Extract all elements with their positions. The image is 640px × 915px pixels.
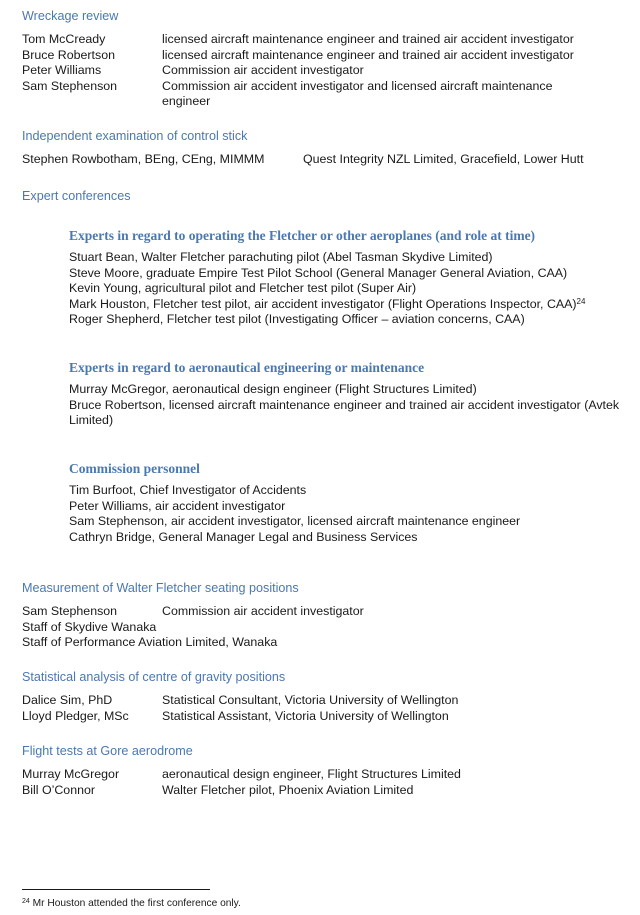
control-stick-heading: Independent examination of control stick xyxy=(22,129,248,143)
person-role: Commission air accident investigator and licensed aircraft maintenance engineer xyxy=(162,78,553,108)
commission-personnel-block xyxy=(69,461,200,477)
control-stick-row xyxy=(22,152,622,168)
wreckage-review-heading: Wreckage review xyxy=(22,9,119,23)
person-role: Commission air accident investigator xyxy=(162,604,364,618)
person-role: Statistical Assistant, Victoria University of Wellington xyxy=(162,708,449,723)
footnote-number: 24 xyxy=(22,898,30,905)
list-item xyxy=(22,63,622,79)
list-item: Peter Williams, air accident investigator xyxy=(69,498,286,513)
seating-list xyxy=(22,604,622,651)
person-name: Bill O’Connor xyxy=(22,782,95,797)
statistical-heading: Statistical analysis of centre of gravity positions xyxy=(22,670,286,684)
person-name: Bruce Robertson xyxy=(22,47,115,62)
operating-experts-heading: Experts in regard to operating the Fletcher or other aeroplanes (and role at time) xyxy=(69,228,536,243)
list-item xyxy=(22,32,622,48)
list-item: Staff of Performance Aviation Limited, Wanaka xyxy=(22,635,278,649)
list-item xyxy=(22,783,622,799)
flight-tests-heading: Flight tests at Gore aerodrome xyxy=(22,744,193,758)
list-item: Stuart Bean, Walter Fletcher parachuting pilot (Abel Tasman Skydive Limited) xyxy=(69,250,493,264)
list-item xyxy=(22,693,622,709)
list-item: Kevin Young, agricultural pilot and Fletcher test pilot (Super Air) xyxy=(69,281,417,295)
person-role: licensed aircraft maintenance engineer and trained air accident investigator xyxy=(162,47,574,62)
engineering-experts-heading: Experts in regard to aeronautical engineering or maintenance xyxy=(69,360,425,375)
list-item: Steve Moore, graduate Empire Test Pilot School (General Manager General Aviation, CAA) xyxy=(69,265,568,280)
list-item xyxy=(22,604,622,620)
statistical-list xyxy=(22,693,622,724)
person-name: Lloyd Pledger, MSc xyxy=(22,708,129,723)
expert-conferences-heading: Expert conferences xyxy=(22,189,131,203)
person-name: Sam Stephenson xyxy=(22,78,118,93)
footnote-divider xyxy=(22,889,210,890)
engineering-experts-block xyxy=(69,360,424,376)
list-item-text: Mark Houston, Fletcher test pilot, air accident investigator (Flight Operations Inspector, CAA) xyxy=(69,296,577,311)
commission-personnel-list xyxy=(69,483,629,545)
list-item: Sam Stephenson, air accident investigator, licensed aircraft maintenance engineer xyxy=(69,514,521,528)
organisation: Quest Integrity NZL Limited, Gracefield, Lower Hutt xyxy=(303,152,584,166)
person-name: Dalice Sim, PhD xyxy=(22,693,113,707)
person-role: Statistical Consultant, Victoria University of Wellington xyxy=(162,693,459,707)
person-role: licensed aircraft maintenance engineer and trained air accident investigator xyxy=(162,32,574,46)
list-item: Cathryn Bridge, General Manager Legal and Business Services xyxy=(69,529,418,544)
engineering-experts-list xyxy=(69,382,629,429)
list-item: Roger Shepherd, Fletcher test pilot (Investigating Officer – aviation concerns, CAA) xyxy=(69,312,525,326)
list-item: Staff of Skydive Wanaka xyxy=(22,619,157,634)
footnote-text: Mr Houston attended the first conference only. xyxy=(32,898,241,909)
person-name: Peter Williams xyxy=(22,63,102,77)
list-item xyxy=(22,48,622,64)
list-item: Tim Burfoot, Chief Investigator of Accidents xyxy=(69,483,307,497)
person-name: Sam Stephenson xyxy=(22,604,118,618)
footnote xyxy=(22,897,241,910)
person-name: Tom McCready xyxy=(22,32,106,46)
wreckage-review-section xyxy=(22,9,118,25)
person-role: Walter Fletcher pilot, Phoenix Aviation Limited xyxy=(162,782,414,797)
list-item xyxy=(22,767,622,783)
footnote-ref: 24 xyxy=(576,296,586,306)
list-item: Bruce Robertson, licensed aircraft maintenance engineer and trained air accident investigator (Avtek Limited) xyxy=(69,397,620,427)
person-role: aeronautical design engineer, Flight Structures Limited xyxy=(162,767,461,781)
list-item xyxy=(22,79,622,110)
flight-tests-list xyxy=(22,767,622,798)
person-name: Murray McGregor xyxy=(22,767,120,781)
person-name: Stephen Rowbotham, BEng, CEng, MIMMM xyxy=(22,152,265,166)
list-item xyxy=(69,297,629,313)
operating-experts-block xyxy=(69,228,535,244)
list-item: Murray McGregor, aeronautical design engineer (Flight Structures Limited) xyxy=(69,382,477,396)
person-role: Commission air accident investigator xyxy=(162,63,364,77)
wreckage-review-list xyxy=(22,32,622,110)
operating-experts-list xyxy=(69,250,629,328)
list-item xyxy=(22,709,622,725)
commission-personnel-heading: Commission personnel xyxy=(69,461,200,476)
seating-heading: Measurement of Walter Fletcher seating positions xyxy=(22,581,299,595)
